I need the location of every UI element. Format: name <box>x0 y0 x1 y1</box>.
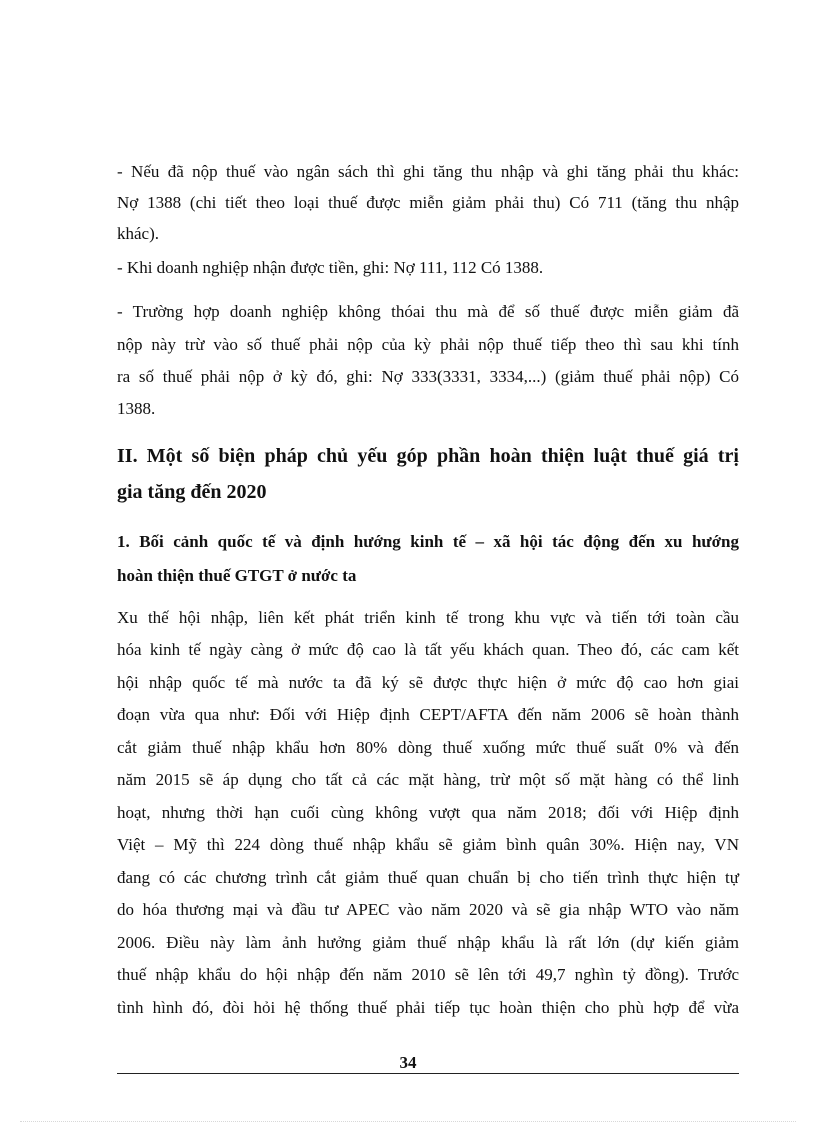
section-heading: gia tăng đến 2020 <box>117 481 267 503</box>
footer-rule <box>117 1073 739 1074</box>
paragraph-line: đoạn vừa qua như: Đối với Hiệp định CEPT/AFTA đến năm 2006 sẽ hoàn thành <box>117 705 739 724</box>
paragraph-line: tình hình đó, đòi hỏi hệ thống thuế phải tiếp tục hoàn thiện cho phù hợp để vừa <box>117 998 739 1017</box>
paragraph-line: nộp này trừ vào số thuế phải nộp của kỳ phải nộp thuế tiếp theo thì sau khi tính <box>117 335 739 354</box>
paragraph-line: Nợ 1388 (chi tiết theo loại thuế được miễn giảm phải thu) Có 711 (tăng thu nhập <box>117 193 739 212</box>
paragraph-line: Việt – Mỹ thì 224 dòng thuế nhập khẩu sẽ giảm bình quân 30%. Hiện nay, VN <box>117 835 739 854</box>
paragraph-line: - Trường hợp doanh nghiệp không thóai thu mà để số thuế được miễn giảm đã <box>117 302 739 321</box>
subsection-heading: 1. Bối cảnh quốc tế và định hướng kinh tế – xã hội tác động đến xu hướng <box>117 532 739 551</box>
paragraph-line: khác). <box>117 224 160 243</box>
paragraph-line: thuế nhập khẩu do hội nhập đến năm 2010 sẽ lên tới 49,7 nghìn tỷ đồng). Trước <box>117 965 739 984</box>
paragraph-line: 2006. Điều này làm ảnh hưởng giảm thuế nhập khẩu là rất lớn (dự kiến giảm <box>117 933 739 952</box>
paragraph-line: hóa kinh tế ngày càng ở mức độ cao là tất yếu khách quan. Theo đó, các cam kết <box>117 640 739 659</box>
paragraph-line: hoạt, nhưng thời hạn cuối cùng không vượt qua năm 2018; đối với Hiệp định <box>117 803 739 822</box>
paragraph-line: 1388. <box>117 399 156 418</box>
paragraph-line: năm 2015 sẽ áp dụng cho tất cả các mặt hàng, trừ một số mặt hàng có thể linh <box>117 770 739 789</box>
paragraph-line: ra số thuế phải nộp ở kỳ đó, ghi: Nợ 333(3331, 3334,...) (giảm thuế phải nộp) Có <box>117 367 739 386</box>
section-heading: II. Một số biện pháp chủ yếu góp phần hoàn thiện luật thuế giá trị <box>117 445 739 467</box>
paragraph-line: đang có các chương trình cắt giảm thuế quan chuẩn bị cho tiến trình thực hiện tự <box>117 868 739 887</box>
page-number: 34 <box>399 1053 417 1072</box>
subsection-heading: hoàn thiện thuế GTGT ở nước ta <box>117 566 357 585</box>
paragraph-line: - Nếu đã nộp thuế vào ngân sách thì ghi tăng thu nhập và ghi tăng phải thu khác: <box>117 162 739 181</box>
paragraph-line: hội nhập quốc tế mà nước ta đã ký sẽ được thực hiện ở mức độ cao hơn giai <box>117 673 739 692</box>
paragraph-line: - Khi doanh nghiệp nhận được tiền, ghi: Nợ 111, 112 Có 1388. <box>117 258 544 277</box>
page-edge-divider <box>20 1121 796 1122</box>
paragraph-line: do hóa thương mại và đầu tư APEC vào năm 2020 và sẽ gia nhập WTO vào năm <box>117 900 739 919</box>
paragraph-line: cắt giảm thuế nhập khẩu hơn 80% dòng thuế xuống mức thuế suất 0% và đến <box>117 738 739 757</box>
paragraph-line: Xu thế hội nhập, liên kết phát triển kinh tế trong khu vực và tiến tới toàn cầu <box>117 608 739 627</box>
